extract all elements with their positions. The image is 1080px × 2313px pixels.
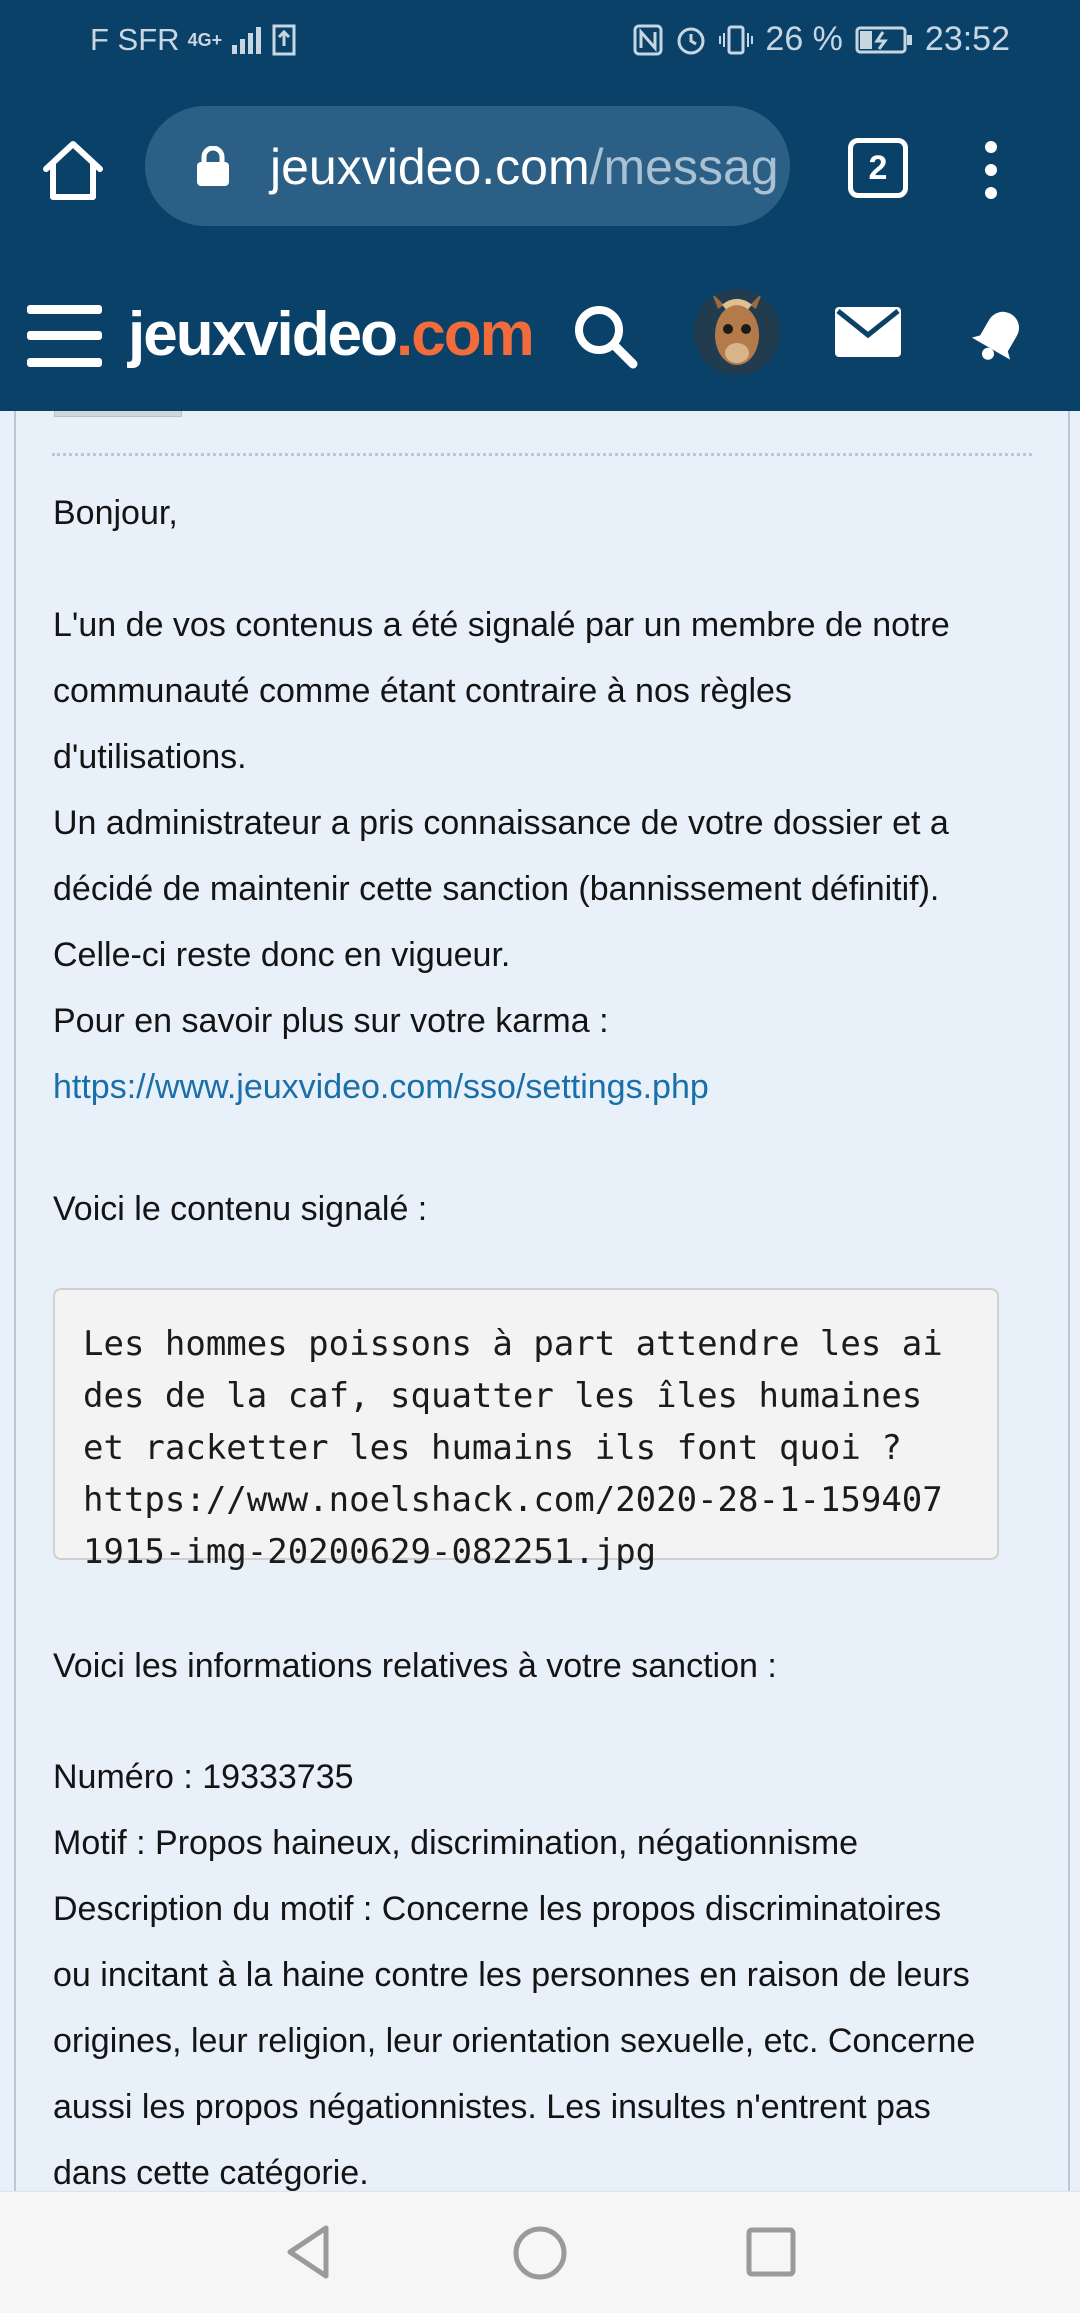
notice-line: décidé de maintenir cette sanction (bannissement définitif). <box>53 870 940 908</box>
url-path: /messag <box>589 139 779 195</box>
motif-description-line: aussi les propos négationnistes. Les insultes n'entrent pas <box>53 2088 931 2126</box>
quote-line: https://www.noelshack.com/2020-28-1-159407 <box>83 1480 943 1520</box>
motif-description-line: Description du motif : Concerne les propos discriminatoires <box>53 1890 942 1928</box>
message-content <box>14 411 1070 2191</box>
notice-line: communauté comme étant contraire à nos règles <box>53 672 792 710</box>
logo-suffix: .com <box>396 300 533 369</box>
home-icon[interactable] <box>40 137 106 203</box>
quote-line: Les hommes poissons à part attendre les ai <box>83 1324 943 1364</box>
nfc-icon <box>633 24 663 56</box>
carrier-label: F SFR <box>90 22 180 57</box>
url-text <box>270 138 779 196</box>
motif-description-line: ou incitant à la haine contre les personnes en raison de leurs <box>53 1956 970 1994</box>
bell-icon[interactable] <box>970 301 1030 365</box>
dotted-divider <box>52 453 1032 456</box>
search-icon[interactable] <box>572 303 638 369</box>
signal-icon <box>230 25 264 55</box>
quote-line: des de la caf, squatter les îles humaines <box>83 1376 923 1416</box>
sim-upload-icon <box>272 24 296 56</box>
status-bar <box>0 0 1080 82</box>
network-type: 4G+ <box>187 29 223 50</box>
status-left <box>90 22 296 58</box>
notice-paragraph <box>53 592 1038 1120</box>
battery-percent: 26 % <box>765 20 843 58</box>
llama-avatar-image <box>694 289 780 375</box>
reported-content-quote <box>53 1288 999 1572</box>
more-options-icon[interactable] <box>985 140 997 200</box>
status-right <box>633 20 1010 59</box>
browser-toolbar <box>0 82 1080 257</box>
motif-description-line: dans cette catégorie. <box>53 2154 369 2191</box>
url-domain: jeuxvideo.com <box>270 139 590 195</box>
sanction-intro: Voici les informations relatives à votre sanction : <box>53 1647 777 1685</box>
sanction-details <box>53 1744 1038 2191</box>
site-logo[interactable] <box>128 299 533 370</box>
karma-settings-link[interactable]: https://www.jeuxvideo.com/sso/settings.php <box>53 1068 709 1106</box>
clock-time: 23:52 <box>924 20 1010 58</box>
alarm-icon <box>675 24 707 56</box>
hamburger-menu-icon[interactable] <box>27 305 102 367</box>
avatar-frame-remnant <box>54 411 182 417</box>
quote-text <box>55 1290 997 1578</box>
notice-line: Celle-ci reste donc en vigueur. <box>53 936 511 974</box>
mail-icon[interactable] <box>835 307 901 357</box>
quote-line: et racketter les humains ils font quoi ? <box>83 1428 902 1468</box>
battery-charging-icon <box>855 25 913 55</box>
back-triangle-icon[interactable] <box>284 2224 332 2280</box>
sanction-motif: Motif : Propos haineux, discrimination, négationnisme <box>53 1824 859 1862</box>
home-circle-icon[interactable] <box>512 2225 568 2281</box>
user-avatar[interactable] <box>694 289 780 375</box>
motif-description-line: origines, leur religion, leur orientation sexuelle, etc. Concerne <box>53 2022 976 2060</box>
address-bar[interactable] <box>145 106 790 226</box>
greeting: Bonjour, <box>53 494 178 532</box>
sanction-number: Numéro : 19333735 <box>53 1758 354 1796</box>
notice-line: Un administrateur a pris connaissance de votre dossier et a <box>53 804 949 842</box>
system-navigation-bar <box>0 2191 1080 2313</box>
logo-main: jeuxvideo <box>128 300 396 369</box>
tab-switcher-button[interactable]: 2 <box>848 138 908 198</box>
recents-square-icon[interactable] <box>746 2227 796 2277</box>
notice-line: L'un de vos contenus a été signalé par un membre de notre <box>53 606 950 644</box>
vibrate-icon <box>719 24 753 56</box>
notice-line: d'utilisations. <box>53 738 247 776</box>
reported-content-intro: Voici le contenu signalé : <box>53 1190 428 1228</box>
quote-line: 1915-img-20200629-082251.jpg <box>83 1532 657 1572</box>
site-header <box>0 257 1080 411</box>
notice-line: Pour en savoir plus sur votre karma : <box>53 1002 609 1040</box>
lock-icon <box>195 146 231 186</box>
